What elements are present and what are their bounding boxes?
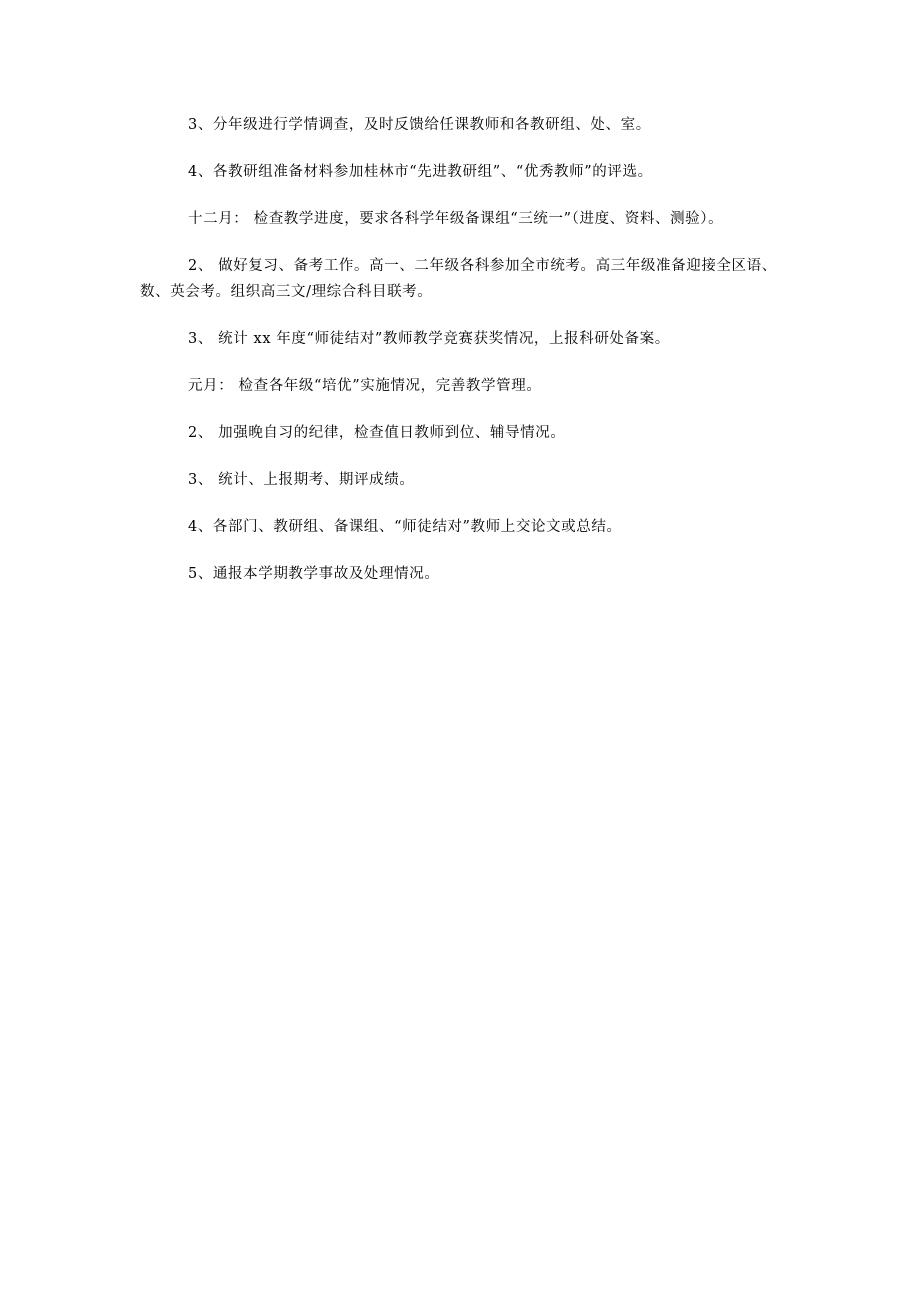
paragraph-2: 4、各教研组准备材料参加桂林市“先进教研组”、“优秀教师”的评选。 [188,164,653,180]
paragraph-3: 十二月： 检查教学进度，要求各科学年级备课组“三统一”（进度、资料、测验）。 [188,211,724,227]
paragraph-10: 5、通报本学期教学事故及处理情况。 [188,566,440,582]
paragraph-1: 3、分年级进行学情调查，及时反馈给任课教师和各教研组、处、室。 [188,117,651,133]
paragraph-5: 3、 统计 xx 年度“师徒结对”教师教学竞赛获奖情况，上报科研处备案。 [188,331,670,347]
paragraph-8: 3、 统计、上报期考、期评成绩。 [188,472,415,488]
paragraph-7: 2、 加强晚自习的纪律，检查值日教师到位、辅导情况。 [188,425,566,441]
paragraph-9: 4、各部门、教研组、备课组、“师徒结对”教师上交论文或总结。 [188,519,622,535]
paragraph-6: 元月： 检查各年级“培优”实施情况，完善教学管理。 [188,378,542,394]
document-body [140,112,790,608]
paragraph-4: 2、 做好复习、备考工作。高一、二年级各科参加全市统考。高三年级准备迎接全区语、数、英会考。组织高三文/理综合科目联考。 [140,258,777,300]
